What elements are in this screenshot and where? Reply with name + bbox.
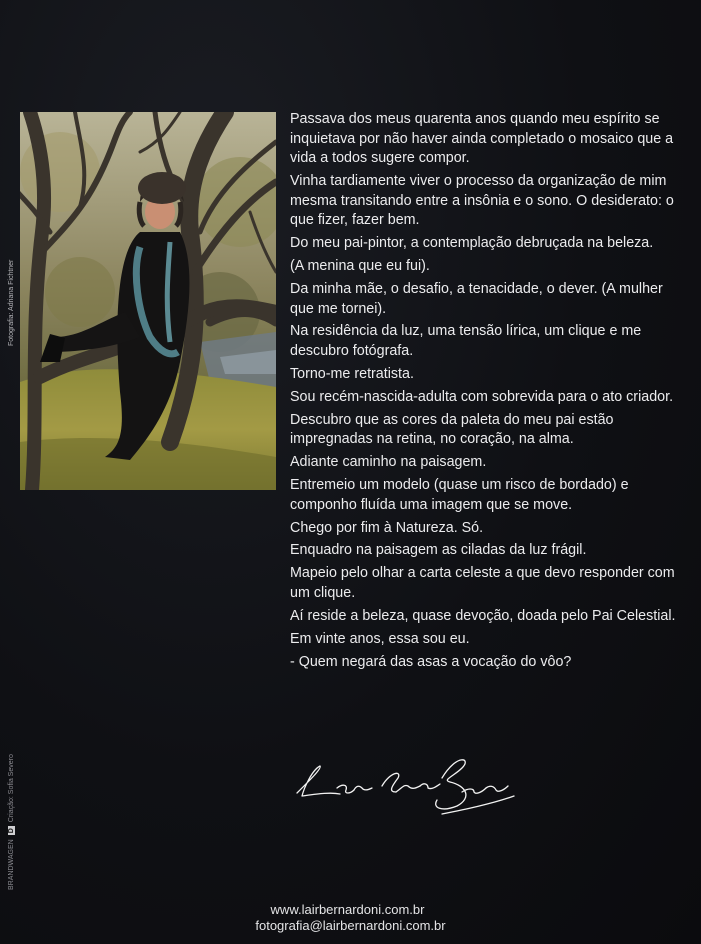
design-studio-name: BRANDWAGEN: [8, 839, 15, 890]
poem-line: Enquadro na paisagem as ciladas da luz frágil.: [290, 542, 587, 559]
handwritten-signature: [292, 748, 522, 818]
design-credit: [8, 754, 15, 890]
poem-line: Sou recém-nascida-adulta com sobrevida para o ato criador.: [290, 388, 674, 405]
poem-line: Chego por fim à Natureza. Só.: [290, 519, 484, 536]
poem-line: Passava dos meus quarenta anos quando meu espírito se inquietava por não haver ainda completado o mosaico que a vida a todos sugere compor.: [290, 111, 674, 167]
poem-line: Da minha mãe, o desafio, a tenacidade, o dever. (A mulher que me tornei).: [290, 280, 663, 317]
photo-credit: Fotografia: Adriana Fichtner: [8, 259, 15, 346]
poem-line: Vinha tardiamente viver o processo da organização de mim mesma transitando entre a insônia e o sono. O desideratо: o que fizer, fazer bem.: [290, 173, 674, 229]
portrait-photo: [20, 112, 276, 490]
design-creator: Criação: Sofia Severo: [8, 754, 15, 823]
design-studio-badge: D: [8, 828, 15, 834]
poem-line: Em vinte anos, essa sou eu.: [290, 630, 470, 647]
portrait-illustration: [20, 112, 276, 490]
poem-line: Na residência da luz, uma tensão lírica, um clique e me descubro fotógrafa.: [290, 323, 642, 360]
poem-line: Entremeio um modelo (quase um risco de bordado) e componho fluída uma imagem que se move.: [290, 477, 629, 513]
website-link[interactable]: www.lairbernardoni.com.br: [270, 902, 425, 917]
contact-block: [0, 902, 701, 934]
signature-drawing: [292, 748, 522, 818]
poem-text: [290, 110, 680, 675]
poem-line: Torno-me retratista.: [290, 365, 414, 382]
poem-line: - Quem negará das asas a vocação do vôo?: [290, 653, 572, 670]
poem-line: Do meu pai-pintor, a contemplação debruçada na beleza.: [290, 235, 654, 252]
poem-line: Descubro que as cores da paleta do meu pai estão impregnadas na retina, no coração, na alma.: [290, 411, 614, 448]
poem-line: Mapeio pelo olhar a carta celeste a que devo responder com um clique.: [290, 565, 675, 601]
poem-line: Aí reside a beleza, quase devoção, doada pelo Pai Celestial.: [290, 607, 676, 624]
email-link[interactable]: fotografia@lairbernardoni.com.br: [255, 918, 446, 933]
poem-line: Adiante caminho na paisagem.: [290, 454, 487, 471]
poem-line: (A menina que eu fui).: [290, 258, 430, 275]
